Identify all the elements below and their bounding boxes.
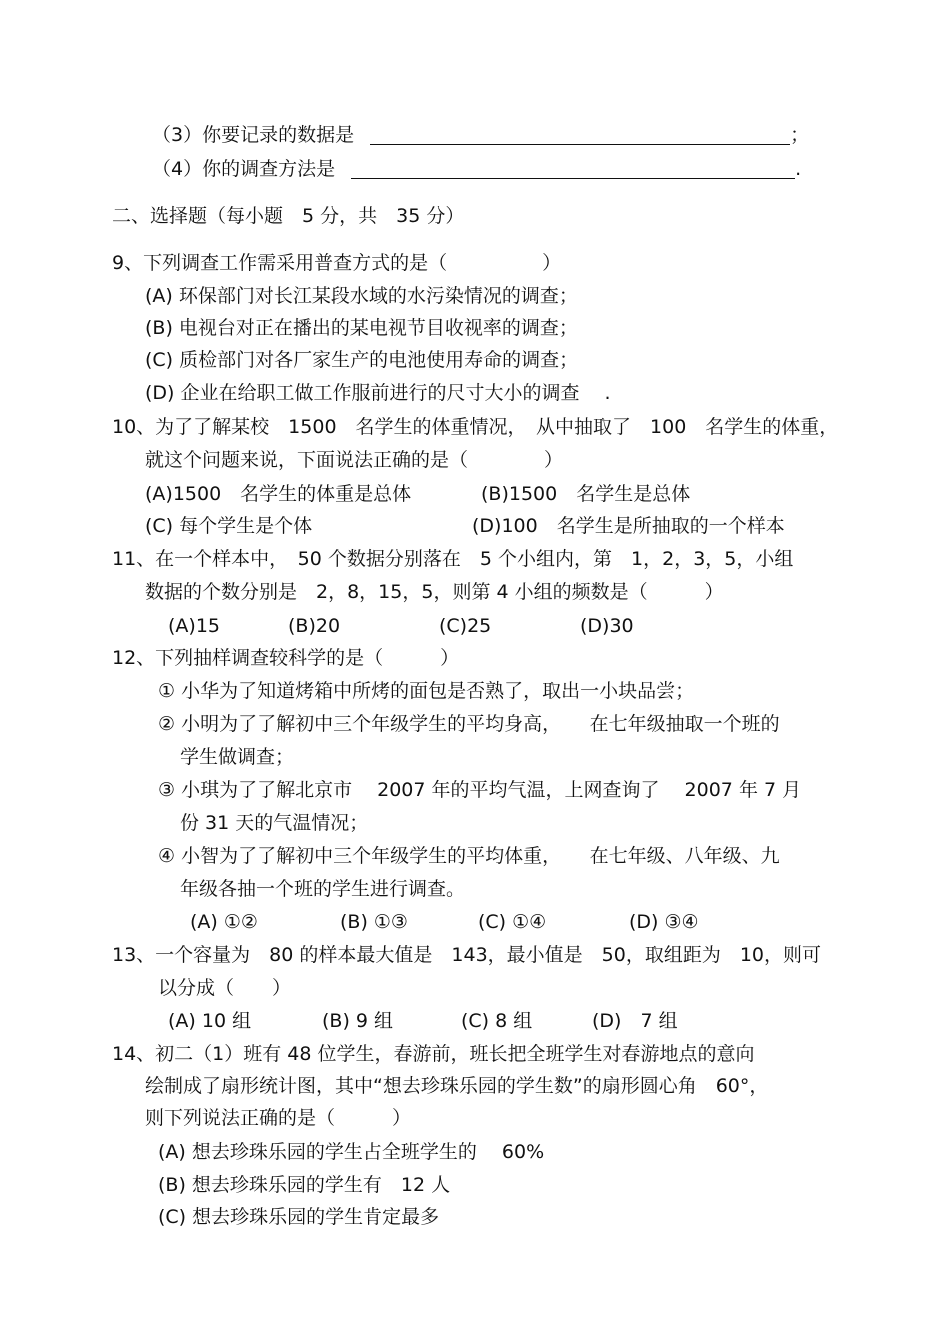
- q12-option-d: (D) ③④: [629, 911, 699, 933]
- q9-option-c: (C) 质检部门对各厂家生产的电池使用寿命的调查；: [145, 349, 579, 371]
- q12-stem: 12、下列抽样调查较科学的是（ ）: [112, 647, 460, 669]
- q14-stem-line2: 绘制成了扇形统计图，其中“想去珍珠乐园的学生数”的扇形圆心角 60°，: [145, 1075, 769, 1097]
- q10-stem-line1: 10、为了了解某校 1500 名学生的体重情况， 从中抽取了 100 名学生的体重，: [112, 416, 839, 438]
- q11-stem-line1: 11、在一个样本中， 50 个数据分别落在 5 个小组内，第 1，2，3，5，小组: [112, 548, 794, 570]
- q9-stem: 9、下列调查工作需采用普查方式的是（ ）: [112, 252, 562, 274]
- fill-in-4-suffix: .: [795, 158, 802, 180]
- q11-option-b: (B)20: [288, 615, 341, 637]
- q11-option-a: (A)15: [168, 615, 220, 637]
- q13-option-c: (C) 8 组: [461, 1010, 533, 1032]
- q13-option-b: (B) 9 组: [322, 1010, 394, 1032]
- q12-option-b: (B) ①③: [340, 911, 408, 933]
- q12-item-2: ② 小明为了了解初中三个年级学生的平均身高， 在七年级抽取一个班的: [158, 713, 780, 735]
- q10-stem-line2: 就这个问题来说，下面说法正确的是（ ）: [145, 449, 564, 471]
- q12-item-3-cont: 份 31 天的气温情况；: [180, 812, 369, 834]
- q13-option-a: (A) 10 组: [168, 1010, 252, 1032]
- q9-option-a: (A) 环保部门对长江某段水域的水污染情况的调查；: [145, 285, 578, 307]
- q10-option-d: (D)100 名学生是所抽取的一个样本: [472, 515, 785, 537]
- q10-option-c: (C) 每个学生是个体: [145, 515, 313, 537]
- q12-option-c: (C) ①④: [478, 911, 547, 933]
- q14-option-b: (B) 想去珍珠乐园的学生有 12 人: [158, 1174, 451, 1196]
- q11-option-c: (C)25: [439, 615, 492, 637]
- q9-option-d: (D) 企业在给职工做工作服前进行的尺寸大小的调查 .: [145, 382, 611, 404]
- q13-stem-line2: 以分成（ ）: [158, 977, 292, 999]
- q12-item-1: ① 小华为了知道烤箱中所烤的面包是否熟了，取出一小块品尝；: [158, 680, 695, 702]
- fill-in-3-label: （3）你要记录的数据是: [152, 124, 355, 146]
- q12-item-4: ④ 小智为了了解初中三个年级学生的平均体重， 在七年级、八年级、九: [158, 845, 780, 867]
- section-title: 二、选择题（每小题 5 分，共 35 分）: [112, 205, 465, 227]
- fill-in-3-blank[interactable]: [370, 124, 790, 145]
- fill-in-3-suffix: ；: [790, 124, 810, 146]
- q14-stem-line3: 则下列说法正确的是（ ）: [145, 1107, 412, 1129]
- q10-option-b: (B)1500 名学生是总体: [481, 483, 691, 505]
- q12-item-2-cont: 学生做调查；: [180, 746, 295, 768]
- q10-option-a: (A)1500 名学生的体重是总体: [145, 483, 412, 505]
- fill-in-3: [152, 122, 809, 148]
- q11-stem-line2: 数据的个数分别是 2，8，15，5，则第 4 小组的频数是（ ）: [145, 581, 724, 603]
- q12-item-3: ③ 小琪为了了解北京市 2007 年的平均气温，上网查询了 2007 年 7 月: [158, 779, 802, 801]
- fill-in-4-blank[interactable]: [351, 158, 795, 179]
- q12-item-4-cont: 年级各抽一个班的学生进行调查。: [180, 878, 466, 900]
- fill-in-4: [152, 156, 801, 182]
- q14-stem-line1: 14、初二（1）班有 48 位学生，春游前，班长把全班学生对春游地点的意向: [112, 1043, 755, 1065]
- fill-in-4-label: （4）你的调查方法是: [152, 158, 336, 180]
- q12-option-a: (A) ①②: [190, 911, 258, 933]
- q11-option-d: (D)30: [580, 615, 634, 637]
- q13-stem-line1: 13、一个容量为 80 的样本最大值是 143，最小值是 50，取组距为 10，则可: [112, 944, 822, 966]
- q9-option-b: (B) 电视台对正在播出的某电视节目收视率的调查；: [145, 317, 578, 339]
- q14-option-c: (C) 想去珍珠乐园的学生肯定最多: [158, 1206, 440, 1228]
- q13-option-d: (D) 7 组: [592, 1010, 678, 1032]
- q14-option-a: (A) 想去珍珠乐园的学生占全班学生的 60%: [158, 1141, 545, 1163]
